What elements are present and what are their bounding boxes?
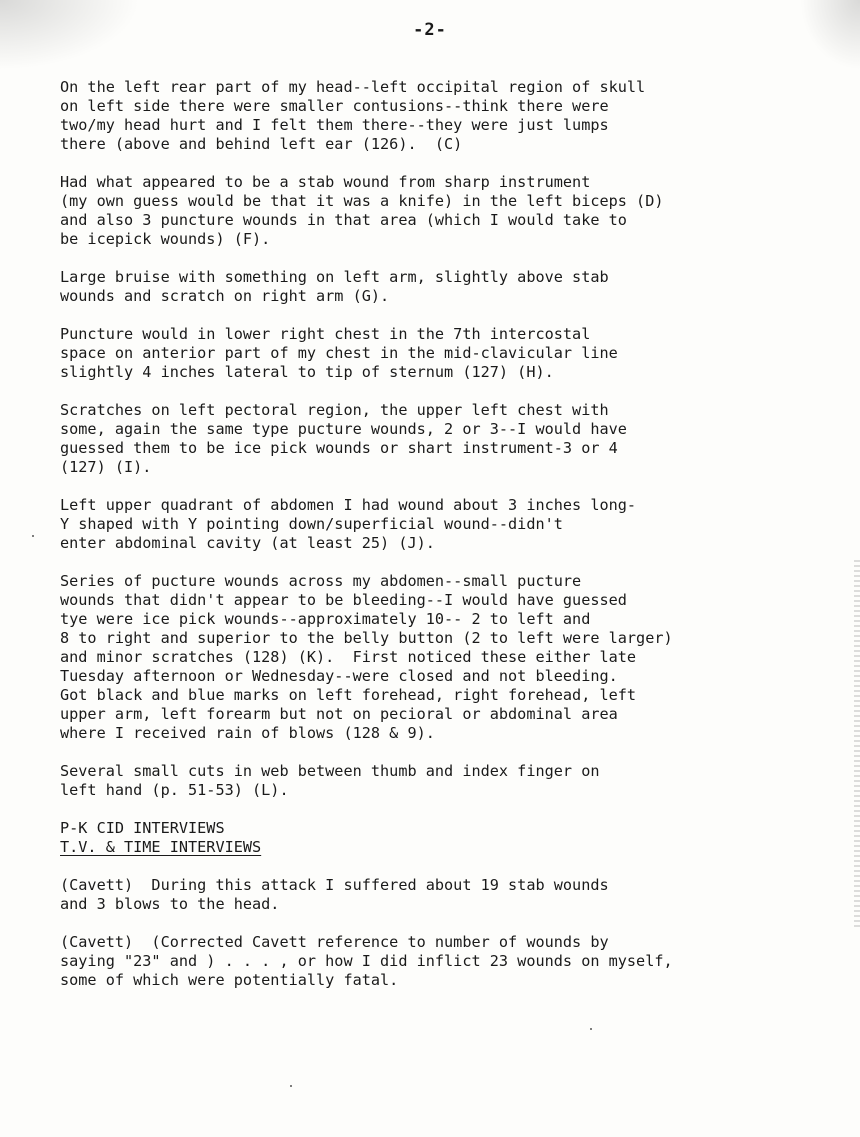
injury-line: (my own guess would be that it was a knife) in the left biceps (D) bbox=[60, 192, 664, 210]
cavett-line: saying "23" and ) . . . , or how I did inflict 23 wounds on myself, bbox=[60, 952, 673, 970]
injury-paragraph bbox=[60, 496, 840, 553]
scan-speck bbox=[290, 1085, 292, 1087]
injury-line: Scratches on left pectoral region, the upper left chest with bbox=[60, 401, 609, 419]
injury-line: tye were ice pick wounds--approximately 10-- 2 to left and bbox=[60, 610, 591, 628]
injury-line: two/my head hurt and I felt them there--they were just lumps bbox=[60, 116, 609, 134]
injury-line: space on anterior part of my chest in the mid-clavicular line bbox=[60, 344, 618, 362]
injury-line: wounds that didn't appear to be bleeding--I would have guessed bbox=[60, 591, 627, 609]
injury-line: Tuesday afternoon or Wednesday--were closed and not bleeding. bbox=[60, 667, 618, 685]
injury-paragraphs bbox=[60, 78, 840, 800]
scan-speck bbox=[590, 1028, 592, 1030]
injury-line: on left side there were smaller contusions--think there were bbox=[60, 97, 609, 115]
injury-paragraph bbox=[60, 401, 840, 477]
injury-paragraph bbox=[60, 572, 840, 743]
injury-line: 8 to right and superior to the belly button (2 to left were larger) bbox=[60, 629, 673, 647]
injury-line: where I received rain of blows (128 & 9). bbox=[60, 724, 435, 742]
injury-line: On the left rear part of my head--left occipital region of skull bbox=[60, 78, 646, 96]
injury-line: left hand (p. 51-53) (L). bbox=[60, 781, 289, 799]
injury-line: Had what appeared to be a stab wound from sharp instrument bbox=[60, 173, 591, 191]
page-number: -2- bbox=[413, 20, 447, 40]
document-body bbox=[60, 78, 840, 1009]
injury-line: and minor scratches (128) (K). First noticed these either late bbox=[60, 648, 637, 666]
injury-line: be icepick wounds) (F). bbox=[60, 230, 271, 248]
injury-line: guessed them to be ice pick wounds or shart instrument-3 or 4 bbox=[60, 439, 618, 457]
cavett-line: some of which were potentially fatal. bbox=[60, 971, 399, 989]
heading-line-cid: P-K CID INTERVIEWS bbox=[60, 819, 225, 837]
cavett-line: (Cavett) During this attack I suffered about 19 stab wounds bbox=[60, 876, 609, 894]
cavett-paragraphs bbox=[60, 876, 840, 990]
injury-line: wounds and scratch on right arm (G). bbox=[60, 287, 390, 305]
heading-line-tv-time: T.V. & TIME INTERVIEWS bbox=[60, 838, 262, 856]
injury-line: Left upper quadrant of abdomen I had wound about 3 inches long- bbox=[60, 496, 637, 514]
section-heading bbox=[60, 819, 840, 857]
injury-line: some, again the same type pucture wounds, 2 or 3--I would have bbox=[60, 420, 627, 438]
injury-paragraph bbox=[60, 268, 840, 306]
injury-paragraph bbox=[60, 325, 840, 382]
cavett-paragraph bbox=[60, 876, 840, 914]
cavett-paragraph bbox=[60, 933, 840, 990]
injury-line: slightly 4 inches lateral to tip of sternum (127) (H). bbox=[60, 363, 554, 381]
scan-speck bbox=[32, 535, 34, 537]
injury-line: Series of pucture wounds across my abdomen--small pucture bbox=[60, 572, 582, 590]
injury-line: Several small cuts in web between thumb and index finger on bbox=[60, 762, 600, 780]
injury-paragraph bbox=[60, 173, 840, 249]
injury-line: Y shaped with Y pointing down/superficial wound--didn't bbox=[60, 515, 563, 533]
injury-line: (127) (I). bbox=[60, 458, 152, 476]
injury-line: Puncture would in lower right chest in the 7th intercostal bbox=[60, 325, 591, 343]
injury-paragraph bbox=[60, 762, 840, 800]
scan-edge-right bbox=[854, 560, 860, 930]
injury-line: and also 3 puncture wounds in that area (which I would take to bbox=[60, 211, 627, 229]
injury-line: there (above and behind left ear (126). (C) bbox=[60, 135, 463, 153]
injury-line: Large bruise with something on left arm, slightly above stab bbox=[60, 268, 609, 286]
injury-line: Got black and blue marks on left forehead, right forehead, left bbox=[60, 686, 637, 704]
injury-paragraph bbox=[60, 78, 840, 154]
cavett-line: and 3 blows to the head. bbox=[60, 895, 280, 913]
injury-line: upper arm, left forearm but not on pecioral or abdominal area bbox=[60, 705, 618, 723]
cavett-line: (Cavett) (Corrected Cavett reference to number of wounds by bbox=[60, 933, 609, 951]
injury-line: enter abdominal cavity (at least 25) (J). bbox=[60, 534, 435, 552]
